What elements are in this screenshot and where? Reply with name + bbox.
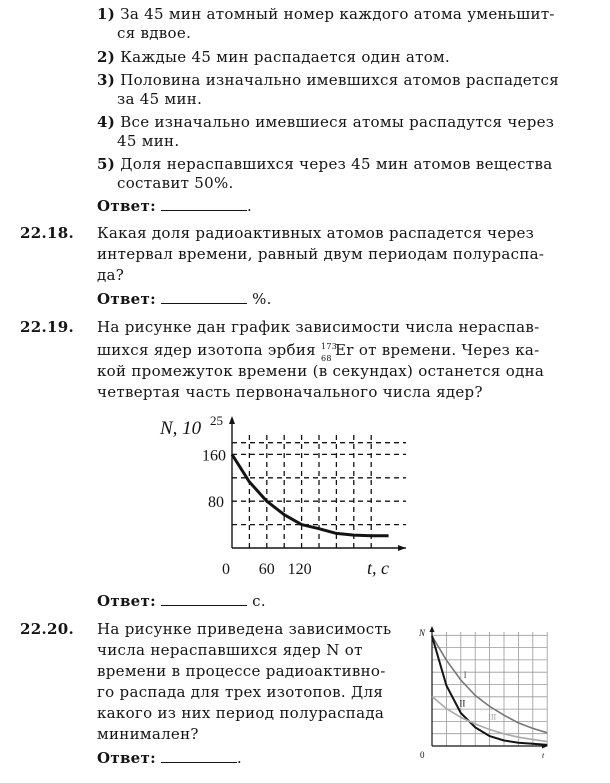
option-4: [97, 113, 554, 131]
question-22-18: [20, 224, 74, 242]
answer-suffix: .: [237, 749, 243, 767]
answer-suffix: с.: [252, 592, 266, 610]
answer-suffix: %.: [252, 290, 272, 308]
answer-line: [97, 290, 272, 308]
option-5: [97, 155, 552, 173]
question-text: минимален?: [97, 725, 199, 743]
y-axis-label: N: [419, 628, 426, 638]
option-text: За 45 мин атомный номер каждого атома уменьшит-: [120, 5, 555, 23]
answer-label: Ответ:: [97, 749, 156, 767]
question-text: интервал времени, равный двум периодам полураспа-: [97, 245, 545, 263]
answer-blank[interactable]: [161, 198, 247, 211]
mass-number: 173: [321, 342, 338, 351]
y-tick-label: 160: [202, 447, 226, 465]
x-tick-label: 120: [287, 561, 312, 578]
answer-line: [97, 749, 242, 767]
question-text: шихся ядер изотопа эрбия: [97, 341, 316, 359]
question-text: го распада для трех изотопов. Для: [97, 683, 384, 701]
option-3-cont: за 45 мин.: [117, 90, 203, 108]
series-label: I: [463, 669, 467, 680]
option-text: Доля нераспавшихся через 45 мин атомов вещества: [120, 155, 553, 173]
chart-series: [232, 454, 389, 535]
question-number: 22.20.: [20, 620, 74, 638]
answer-line: [97, 197, 252, 215]
question-text: какого из них период полураспада: [97, 704, 385, 722]
y-axis-label: N, 10: [160, 418, 202, 439]
chart-labels: [159, 413, 389, 578]
question-text: На рисунке дан график зависимости числа нераспав-: [97, 318, 540, 336]
option-3: [97, 71, 559, 89]
x-axis-arrow: [398, 545, 406, 551]
option-1-cont: ся вдвое.: [117, 24, 192, 42]
answer-blank[interactable]: [161, 593, 247, 606]
question-22-20: [20, 620, 74, 638]
option-number: 4): [97, 113, 116, 131]
answer-line: [97, 592, 266, 610]
series-label: II: [459, 698, 466, 709]
y-axis-exponent: 25: [210, 413, 223, 428]
question-text: четвертая часть первоначального числа ядер?: [97, 383, 483, 401]
origin-label: 0: [222, 561, 230, 578]
answer-label: Ответ:: [97, 290, 156, 308]
option-number: 5): [97, 155, 116, 173]
answer-blank[interactable]: [161, 750, 237, 763]
option-5-cont: составит 50%.: [117, 174, 234, 192]
atomic-number: 68: [321, 354, 332, 363]
option-1: [97, 5, 555, 23]
option-4-cont: 45 мин.: [117, 132, 180, 150]
option-text: Все изначально имевшиеся атомы распадутся через: [120, 113, 555, 131]
decay-chart-three-isotopes: [412, 624, 552, 764]
option-text: Половина изначально имевшихся атомов распадется: [120, 71, 559, 89]
decay-curve: [232, 454, 389, 535]
origin-label: 0: [420, 750, 425, 760]
answer-label: Ответ:: [97, 592, 156, 610]
question-text: числа нераспавшихся ядер N от: [97, 641, 363, 659]
question-text: кой промежуток времени (в секундах) останется одна: [97, 362, 545, 380]
chart-axes: [229, 416, 406, 551]
question-text: да?: [97, 266, 125, 284]
x-tick-label: 60: [258, 561, 275, 578]
option-text: Каждые 45 мин распадается один атом.: [120, 48, 451, 66]
element-symbol: Er: [335, 341, 354, 359]
y-axis-arrow: [430, 626, 435, 632]
question-22-19: [20, 318, 74, 336]
option-number: 1): [97, 5, 116, 23]
answer-label: Ответ:: [97, 197, 156, 215]
option-2: [97, 48, 450, 66]
decay-chart-erbium: [140, 412, 440, 587]
question-text: Какая доля радиоактивных атомов распадется через: [97, 224, 535, 242]
question-number: 22.19.: [20, 318, 74, 336]
question-text: от времени. Через ка-: [358, 341, 540, 359]
y-axis-arrow: [229, 416, 235, 424]
option-number: 2): [97, 48, 116, 66]
x-axis-label: t, c: [367, 558, 389, 578]
y-tick-label: 80: [208, 494, 224, 512]
question-number: 22.18.: [20, 224, 74, 242]
option-number: 3): [97, 71, 116, 89]
x-axis-label: t: [542, 751, 545, 760]
answer-suffix: .: [247, 197, 253, 215]
question-text: На рисунке приведена зависимость: [97, 620, 392, 638]
question-text-isotope: [97, 341, 540, 363]
isotope-notation: [321, 342, 338, 363]
question-text: времени в процессе радиоактивно-: [97, 662, 386, 680]
answer-blank[interactable]: [161, 291, 247, 304]
series-label: III: [488, 712, 497, 722]
